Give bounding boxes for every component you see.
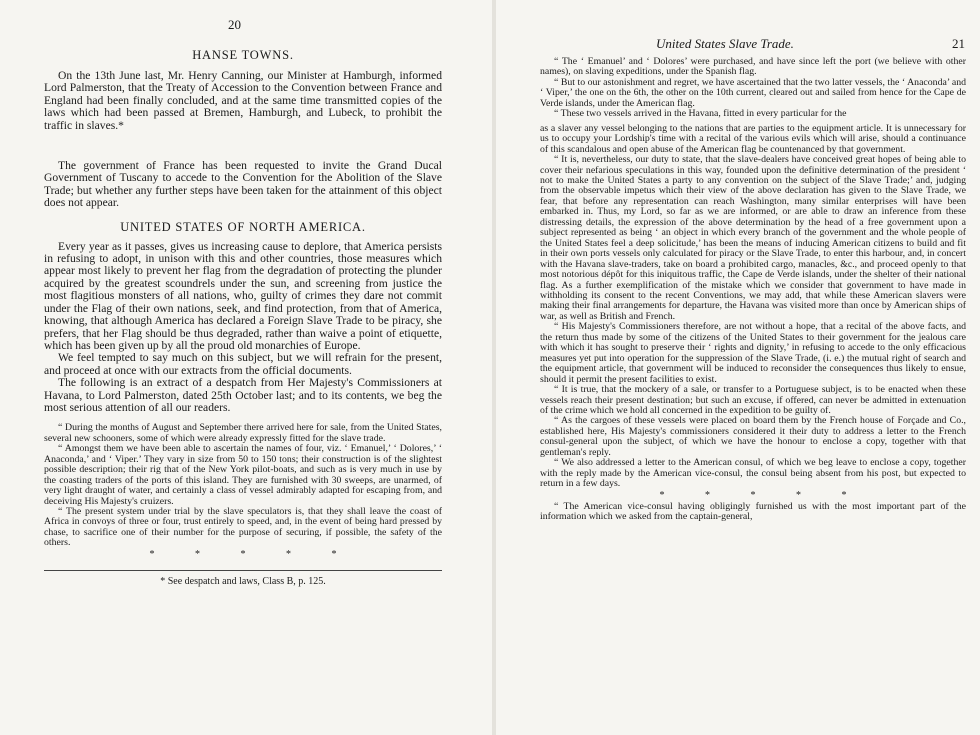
extract-paragraph-2: “ Amongst them we have been able to ascertain the names of four, viz. ‘ Emanuel,’ ‘ Dolores,’ ‘ Anaconda,’ and ‘ Viper.’ They vary in size from 50 to 150 tons; their construction is of the slightest possible description; their rig that of the New York pilot-boats, and such as is very much in use by the coasting traders of the ports of this island. They are furnished with 30 sweeps, are unarmed, of very light draught of water, and certainly a class of vessel admirably adapted for escaping from, and deceiving His Majesty's cruizers. — [44, 443, 442, 507]
right-column — [540, 57, 966, 522]
page-number-left: 20 — [228, 17, 241, 32]
right-paragraph: “ As the cargoes of these vessels were placed on board them by the French house of Forçade and Co., established here, His Majesty's commissioners considered it their duty to address a letter to the French consul-general upon the subject, of which we have the honour to enclose a copy, together with that gentleman's reply. — [540, 415, 966, 458]
usa-paragraph-3: The following is an extract of a despatch from Her Majesty's Commissioners at Havana, to Lord Palmerston, dated 25th October last; and to its contents, we beg the most serious attention of all our readers. — [44, 376, 442, 414]
heading-united-states: UNITED STATES OF NORTH AMERICA. — [120, 219, 366, 234]
right-paragraph: “ But to our astonishment and regret, we have ascertained that the two latter vessels, the ‘ Anaconda’ and ‘ Viper,’ the one on the 6th, the other on the 10th current, cleared out and sailed from hence for the Cape de Verde islands, under the American flag. — [540, 76, 966, 109]
extract-paragraph-1: “ During the months of August and September there arrived here for sale, from the United States, several new schooners, some of which were already expressly fitted for the slave trade. — [44, 422, 442, 444]
ellipsis-stars-right: * * * * * — [659, 489, 847, 501]
right-paragraph: “ His Majesty's Commissioners therefore, are not without a hope, that a recital of the above facts, and the return thus made by some of the citizens of the United States to their government for the jealous care with which it has sought to preserve their ‘ rights and dignity,’ in refusing to accede to the only efficacious measures yet put into operation for the suppression of the Slave Trade, (i. e.) the mutual right of search and the equipment article, that government will be induced to reconsider the consequences thus likely to ensue, should it permit the present facilities to exist. — [540, 321, 966, 385]
right-paragraph: “ The ‘ Emanuel’ and ‘ Dolores’ were purchased, and have since left the port (we believe with other names), on slaving expeditions, under the Spanish flag. — [540, 56, 966, 78]
heading-hanse-towns: HANSE TOWNS. — [192, 48, 294, 62]
tuscany-paragraph: The government of France has been requested to invite the Grand Ducal Government of Tuscany to accede to the Convention for the Abolition of the Slave Trade; but whether any further steps have been taken for the attainment of this object does not appear. — [44, 159, 442, 210]
right-paragraph: “ It is, nevertheless, our duty to state, that the slave-dealers have conceived great hopes of being able to cover their nefarious speculations in this way, founded upon the definitive determination of the president ‘ not to make the United States a party to any convention on the subject of the Slave Trade;’ and, judging from the observable impetus which their view of the above declaration has given to the Slave Trade, we fear, that before any representation can reach Washington, many similar enterprises will have been embarked in. Thus, my Lord, so far as we are informed, or are able to draw an inference from these distressing details, the expression of the above determination by the head of a free government upon a subject represented as being ‘ an object in which every branch of the government and the whole people of the United States feel a deep solicitude,’ has been the means of inducing American citizens to build and fit in their own ports vessels only calculated for piracy or the Slave Trade, to enter this harbour, and, in concert with the Havana slave-traders, take on board a prohibited cargo, manacles, &c., and proceed openly to that most notorious dépôt for this iniquitous traffic, the Cape de Verde islands, under the shelter of their national flag. As a further exemplification of the mistake which we consider that government to have made in withholding its consent to the recent Conventions, we may add, that while these American slavers were making their final arrangements for departure, the Havana was visited more than once by American ships of war, as well as British and French. — [540, 154, 966, 322]
usa-paragraph-2: We feel tempted to say much on this subject, but we will refrain for the present, and proceed at once with our extracts from the official documents. — [44, 351, 442, 377]
right-paragraph: “ We also addressed a letter to the American consul, of which we beg leave to enclose a copy, together with the reply made by the American vice-consul, the consul being absent from his post, but expected to return in a few days. — [540, 457, 966, 490]
page-number-right: 21 — [952, 36, 965, 51]
usa-paragraph-1: Every year as it passes, gives us increasing cause to deplore, that America persists in refusing to adopt, in unison with this and other countries, those measures which appear most likely to prevent her flag from the degradation of protecting the plunder acquired by the greatest scoundrels under the sun, and screening from justice the most flagitious monsters of all nations, who, guilty of crimes they dare not commit under the Flag of their own nations, seek, and find protection, from that of America, knowing, that although America has declared a Foreign Slave Trade to be piracy, she prefers, that her Flag should be thus degraded, rather than waive a point of etiquette, which has been given up by all the proud old monarchies of Europe. — [44, 239, 442, 352]
hanse-paragraph: On the 13th June last, Mr. Henry Canning, our Minister at Hamburgh, informed Lord Palmerston, that the Treaty of Accession to the Convention between France and England had been finally concluded, and at the same time transmitted copies of the laws which had been passed at Bremen, Hamburgh, and Lubeck, to prohibit the traffic in slaves.* — [44, 69, 442, 132]
left-column — [44, 48, 442, 588]
footnote-rule — [44, 570, 442, 571]
right-paragraph: as a slaver any vessel belonging to the nations that are parties to the equipment article. It is unnecessary for us to occupy your Lordship's time with a recital of the various evils which will arise, should a continuance of this scandalous and open abuse of the American flag be countenanced by that government. — [540, 122, 966, 155]
extract-paragraph-3: “ The present system under trial by the slave speculators is, that they shall leave the coast of Africa in convoys of three or four, trust entirely to speed, and, in the event of being hard pressed by chase, to sacrifice one of their number for the purpose of securing, if possible, the safety of the others. — [44, 505, 442, 549]
right-page — [496, 0, 980, 735]
right-paragraph: “ It is true, that the mockery of a sale, or transfer to a Portuguese subject, is to be enacted when these vessels reach their present destination; but such an excuse, if offered, can never be admitted in extenuation of the crime which we hold all concerned in the expedition to be guilty of. — [540, 384, 966, 416]
footnote: * See despatch and laws, Class B, p. 125. — [160, 575, 326, 587]
right-last-paragraph: “ The American vice-consul having obligingly furnished us with the most important part of the information which we asked from the captain-general, — [540, 500, 966, 523]
right-paragraph: “ These two vessels arrived in the Havana, fitted in every particular for the — [554, 108, 847, 120]
ellipsis-stars-left: * * * * * — [149, 548, 337, 560]
running-head: United States Slave Trade. — [656, 36, 794, 51]
